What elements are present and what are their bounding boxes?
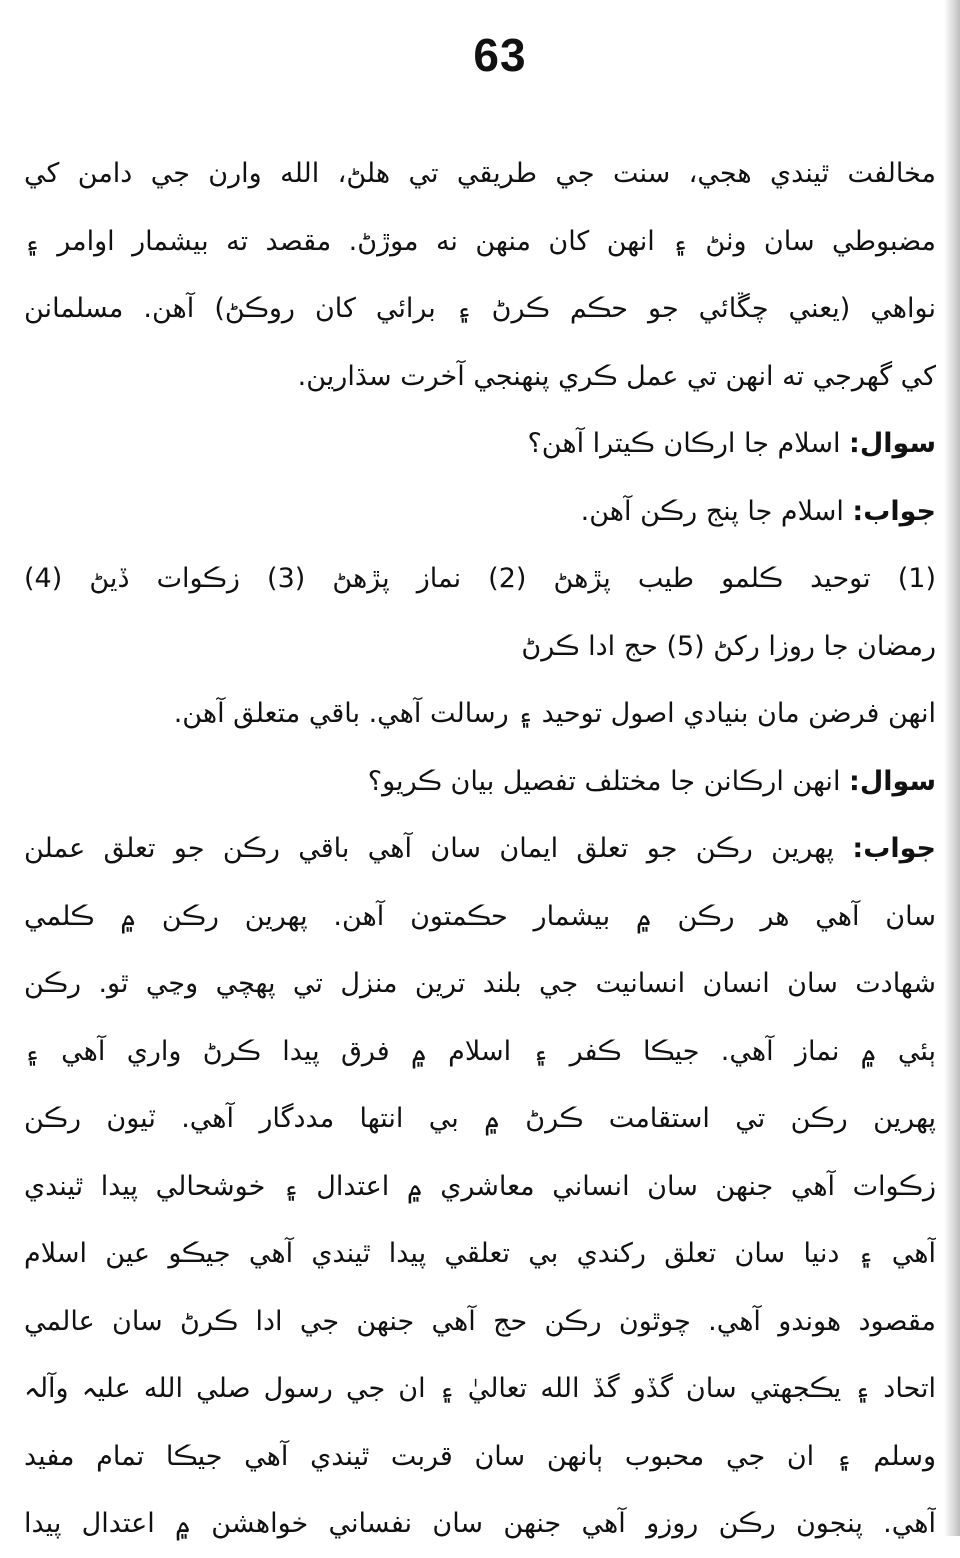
text-line (24, 815, 936, 883)
line-text: مقصود هوندو آهي. چوٿون رڪن حج آهي جنهن جي ادا ڪرڻ سان عالمي (24, 1305, 936, 1337)
line-text: نواهي (يعني چڱائي جو حڪم ڪرڻ ۽ برائي کان روڪڻ) آهن. مسلمانن (24, 293, 936, 324)
line-text: آهي. پنجون رڪن روزو آهي جنهن سان نفساني خواهشن ۾ اعتدال پيدا (24, 1508, 936, 1539)
text-line (24, 883, 936, 951)
text-line (24, 140, 936, 208)
line-text: انهن فرضن مان بنيادي اصول توحيد ۽ رسالت آهي. باقي متعلق آهن. (173, 698, 936, 729)
page-number: 63 (473, 29, 527, 81)
text-line (24, 275, 936, 343)
question-answer-label: سوال: (849, 765, 936, 797)
question-answer-label: سوال: (849, 428, 936, 459)
question-answer-label: جواب: (852, 495, 936, 527)
text-line (24, 410, 936, 478)
line-text: اتحاد ۽ يڪجهتي سان گڏو گڏ الله تعاليٰ ۽ ان جي رسول صلي الله عليہ وآلہ (24, 1373, 936, 1404)
text-line (24, 1355, 936, 1423)
line-text: انهن ارڪانن جا مختلف تفصيل بيان ڪريو؟ (367, 765, 850, 797)
text-line (24, 950, 936, 1018)
text-line (24, 1018, 936, 1086)
text-line (24, 1423, 936, 1491)
line-text: پهرين رڪن تي استقامت ڪرڻ ۾ بي انتها مددگار آهي. ٽيون رڪن (24, 1103, 936, 1134)
text-body (24, 140, 936, 1558)
text-line (24, 1490, 936, 1558)
line-text: ٻئي ۾ نماز آهي. جيڪا ڪفر ۽ اسلام ۾ فرق پيدا ڪرڻ واري آهي ۽ (24, 1035, 936, 1067)
line-text: اسلام جا پنج رڪن آهن. (580, 495, 853, 527)
text-line (24, 1288, 936, 1356)
line-text: (1) توحيد ڪلمو طيب پڙهڻ (2) نماز پڙهڻ (3) زڪوات ڏيڻ (4) (24, 563, 936, 594)
line-text: رمضان جا روزا رکڻ (5) حج ادا ڪرڻ (521, 630, 936, 662)
line-text: آهي ۽ دنيا سان تعلق رکندي بي تعلقي پيدا ٿيندي آهي جيڪو عين اسلام (24, 1238, 936, 1269)
text-line (24, 478, 936, 546)
text-line (24, 748, 936, 816)
question-answer-label: جواب: (852, 833, 936, 864)
line-text: اسلام جا ارڪان ڪيترا آهن؟ (527, 428, 850, 459)
line-text: کي گهرجي ته انهن تي عمل ڪري پنهنجي آخرت سڌارين. (297, 360, 936, 392)
line-text: وسلم ۽ ان جي محبوب ٻانهن سان قربت ٿيندي آهي جيڪا تمام مفيد (24, 1440, 936, 1472)
text-line (24, 343, 936, 411)
page-edge-shadow (944, 0, 960, 1536)
line-text: پهرين رڪن جو تعلق ايمان سان آهي باقي رڪن جو تعلق عملن (24, 833, 853, 864)
line-text: سان آهي هر رڪن ۾ بيشمار حڪمتون آهن. پهرين رڪن ۾ ڪلمي (24, 900, 936, 932)
text-line (24, 208, 936, 276)
line-text: مخالفت ٿيندي هجي، سنت جي طريقي تي هلڻ، الله وارن جي دامن کي (24, 158, 936, 189)
line-text: شهادت سان انسان انسانيت جي بلند ترين منزل تي پهچي وڃي ٿو. رڪن (24, 968, 936, 999)
text-line (24, 1153, 936, 1221)
text-line (24, 1085, 936, 1153)
line-text: مضبوطي سان وٺڻ ۽ انهن کان منهن نه موڙڻ. مقصد ته بيشمار اوامر ۽ (24, 225, 936, 257)
text-line (24, 680, 936, 748)
line-text: زڪوات آهي جنهن سان انساني معاشري ۾ اعتدال ۽ خوشحالي پيدا ٿيندي (24, 1170, 936, 1202)
text-line (24, 545, 936, 613)
text-line (24, 1220, 936, 1288)
text-line (24, 613, 936, 681)
